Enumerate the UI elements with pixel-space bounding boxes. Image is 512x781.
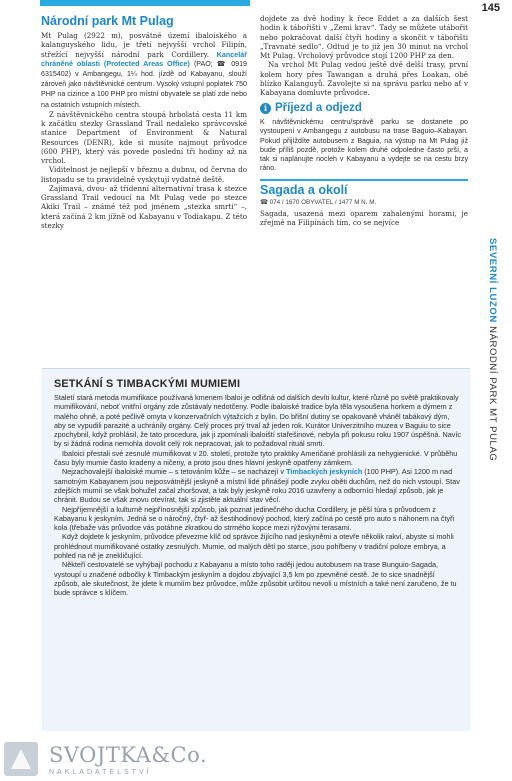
- side-section-label: [486, 238, 500, 488]
- top-accent-bar: [40, 0, 250, 6]
- side-label-bold: SEVERNÍ LUZON: [487, 238, 498, 323]
- mummies-box: [42, 368, 470, 731]
- paragraph: dojdete za dvě hodiny k řece Eddet a za dalších šest hodin k tábořišti v „Zemi krav“. Tady se můžete utábořit nebo pokračovat další čtyři hodiny a skončit v tábořišti „Travnaté sedlo“. Odtud je to již jen 30 minut na vrchol Mt Pulag. Vrcholový průvodce stojí 1200 PHP za den.: [260, 14, 468, 60]
- middle-column: [260, 14, 468, 227]
- paragraph: [41, 31, 247, 110]
- paragraph: Zajímavá, dvou- až třídenní alternativní trasa k stezce Grassland Trail vedoucí na Mt Pulag vede po stezce Akiki Trail – známé též pod jménem „stezka smrti“ –, která začíná 2 km jížně od Kabayanu v Todiakapu. Z této stezky: [41, 183, 247, 230]
- paragraph: Ibaloici přestali své zesnulé mumifikovat v 20. století, protože tyto praktiky Američané prohlásili za nehygienické. V průběhu času byly mumie často kradeny a ničeny, a proto jsou dnes hlavní jeskyně opatřeny zámkem.: [54, 448, 458, 468]
- section-title-mt-pulag: Národní park Mt Pulag: [41, 14, 174, 28]
- side-label-rest: NÁRODNÍ PARK MT PULAG: [487, 326, 498, 462]
- text: (100 PHP). Asi 1200 m nad samotným Kabayanem jsou nejposvátnější jeskyně a místní lidé přinášejí podle zvyku oběti duchům, než do nich vstoupí. Stav zdejších mumií se však bohužel začal zhoršovat, a tak byly jeskyně roku 2016 uzavřeny a odborníci hledají způsob, jak je chránit. Budou se však znovu otevírat, tak si zjistěte aktuální stav věcí.: [54, 467, 460, 505]
- text: Nejzachovalejší ibaloiské mumie – s tetováním kůže – se nacházejí v: [62, 467, 285, 477]
- paragraph: Z návštěvnického centra stoupá hrbolatá cesta 11 km k začátku stezky Grassland Trail nedaleko správcovské stanice Department of Environment & Natural Resources (DENR), kde si musíte najmout průvodce (600 PHP), který vás povede poslední tři hodiny až na vrchol.: [41, 109, 247, 166]
- section-title-sagada: Sagada a okolí: [260, 179, 468, 195]
- arrival-title: Příjezd a odjezd: [275, 102, 362, 115]
- pao-link[interactable]: Kancelář chráněné oblasti (Protected Areas Office): [41, 49, 248, 68]
- sagada-info: ☎ 074 / 1670 OBYVATEL / 1477 M N. M.: [260, 198, 377, 206]
- paragraph: Někteří cestovatelé se vyhýbají pochodu z Kabayanu a místo toho raději jedou autobusem na trase Bunguio-Sagada, vystoupí u značené odbočky k Timbackým jeskyním a dojdou zbývající 3,5 km po zpevněné cestě. Je to sice snadnější způsob, ale skutečnost, že jdete k mumiím bez průvodce, může způsobit určitou nevoli u místních a také není zaručeno, že tu bude správce s klíčem.: [54, 560, 457, 598]
- paragraph: Když dojdete k jeskyním, průvodce převezme klíč od správce žijícího nad jeskyněmi a otevře několik rakví, abyste si mohli prohlédnout mumifikované ostatky zesnulých. Mumie, od malých dětí po starce, jsou pohřbeny v tradiční poloze embrya, a pohled na ně je znekličující.: [54, 532, 454, 561]
- paragraph: [54, 467, 462, 504]
- logo-name: SVOJTKA&Co.: [49, 743, 208, 767]
- paragraph: Nejpříjemnější a kulturně nejpřínosnější způsob, jak poznat jedinečného ducha Cordillery, je pěší túra s průvodcem z Kabayanu k jeskyním. Jedná se o náročný, čtyř- až šestihodinový pochod, který začíná po cestě pro auto s náhonem na čtyři kola (třebaže vás průvodce vás potáhne zkratkou do strmého kopce mezi rýžovými terasami.: [54, 504, 455, 533]
- text: Mt Pulag (2922 m), posvátné území ibaloiského a kalanguyského lidu, je třetí nejvyšší vrchol Filipín, střežící nejvyšší národní park Cordillery.: [41, 31, 247, 59]
- box-title: SETKÁNÍ S TIMBACKÝMI MUMIEMI: [54, 378, 241, 390]
- paragraph: Staletí stará metoda mumifikace používaná kmenem Ibaloi je odlišná od dalších devíti kultur, které různě po světě praktikovaly mumifikování, neboť vnitřní orgány zde zůstávaly nedotčeny. Podle ibaloiské tradice byla těla vysoušena horkem a dýmem z malého ohně, a poté pečlivě omyta v konzervačních výtažcích z bylin. Do břišní dutiny se opakovaně vháněl tabákový dým, aby se vypudili parazité a uchránily orgány. Celý proces prý trval až jeden rok. Kurátor Univerzitního muzea v Baguiu to sice zpochybnil, když prohlásil, že tato procedura, jak ji zpomínali ibaloiští stařešinové, nebyla při pokusu roku 1907 úspěšná. Navíc by si žádná rodina nemohla dovolit celý rok nepracovat, jak to požadoval rituál smrti.: [54, 393, 462, 449]
- logo-subtitle: NAKLADATELSTVÍ: [49, 769, 152, 776]
- arrival-text: K návštěvnickému centru/správě parku se dostanete po vystoupení v Ambangegu z autobusu na trase Baguio–Kabayan. Pokud přijíždíte autobusem z Baguia, na výstup na Mt Pulag již bude příliš pozdě, protože kolem druhé odpoledne často prší, a tak si naplánujte nocleh v Kabayanu a vydejte se na cestu brzy ráno.: [260, 118, 468, 173]
- text: (PAO; ☎ 0919 6315402) v Ambangegu, 1¼ hod. jízdě od Kabayanu, slouží zároveň jako návštěvnické centrum. Vysoký vstupní poplatek 750 PHP na cizince a 100 PHP pro místní obyvatele se platí zde nebo na ostatních vstupních místech.: [41, 59, 247, 109]
- arrival-heading: [260, 103, 468, 114]
- paragraph: Sagada, usazená mezi oparem zahalenými horami, je zřejmě na Filipínách tím, co se nejvíce: [260, 208, 468, 228]
- box-body: [54, 393, 462, 598]
- publisher-logo: [0, 739, 239, 781]
- info-icon: i: [260, 103, 271, 114]
- logo-emblem-icon: [1, 739, 49, 781]
- page-number: 145: [481, 2, 500, 14]
- paragraph: Viditelnost je nejlepší v březnu a dubnu, od června do listopadu se tu pravidelně vyskytují vydatné deště.: [41, 165, 247, 184]
- paragraph: Na vrchol Mt Pulag vedou ještě dvě delší trasy, první kolem hory přes Tawangan a druhá přes Loakan, obě blízko Kalanguyů. Zavolejte si na správu parku nebo ať v Kabayana domluvte průvodce.: [260, 60, 468, 97]
- left-column: [41, 14, 247, 230]
- timbac-caves-link[interactable]: Timbackých jeskyních: [286, 467, 363, 477]
